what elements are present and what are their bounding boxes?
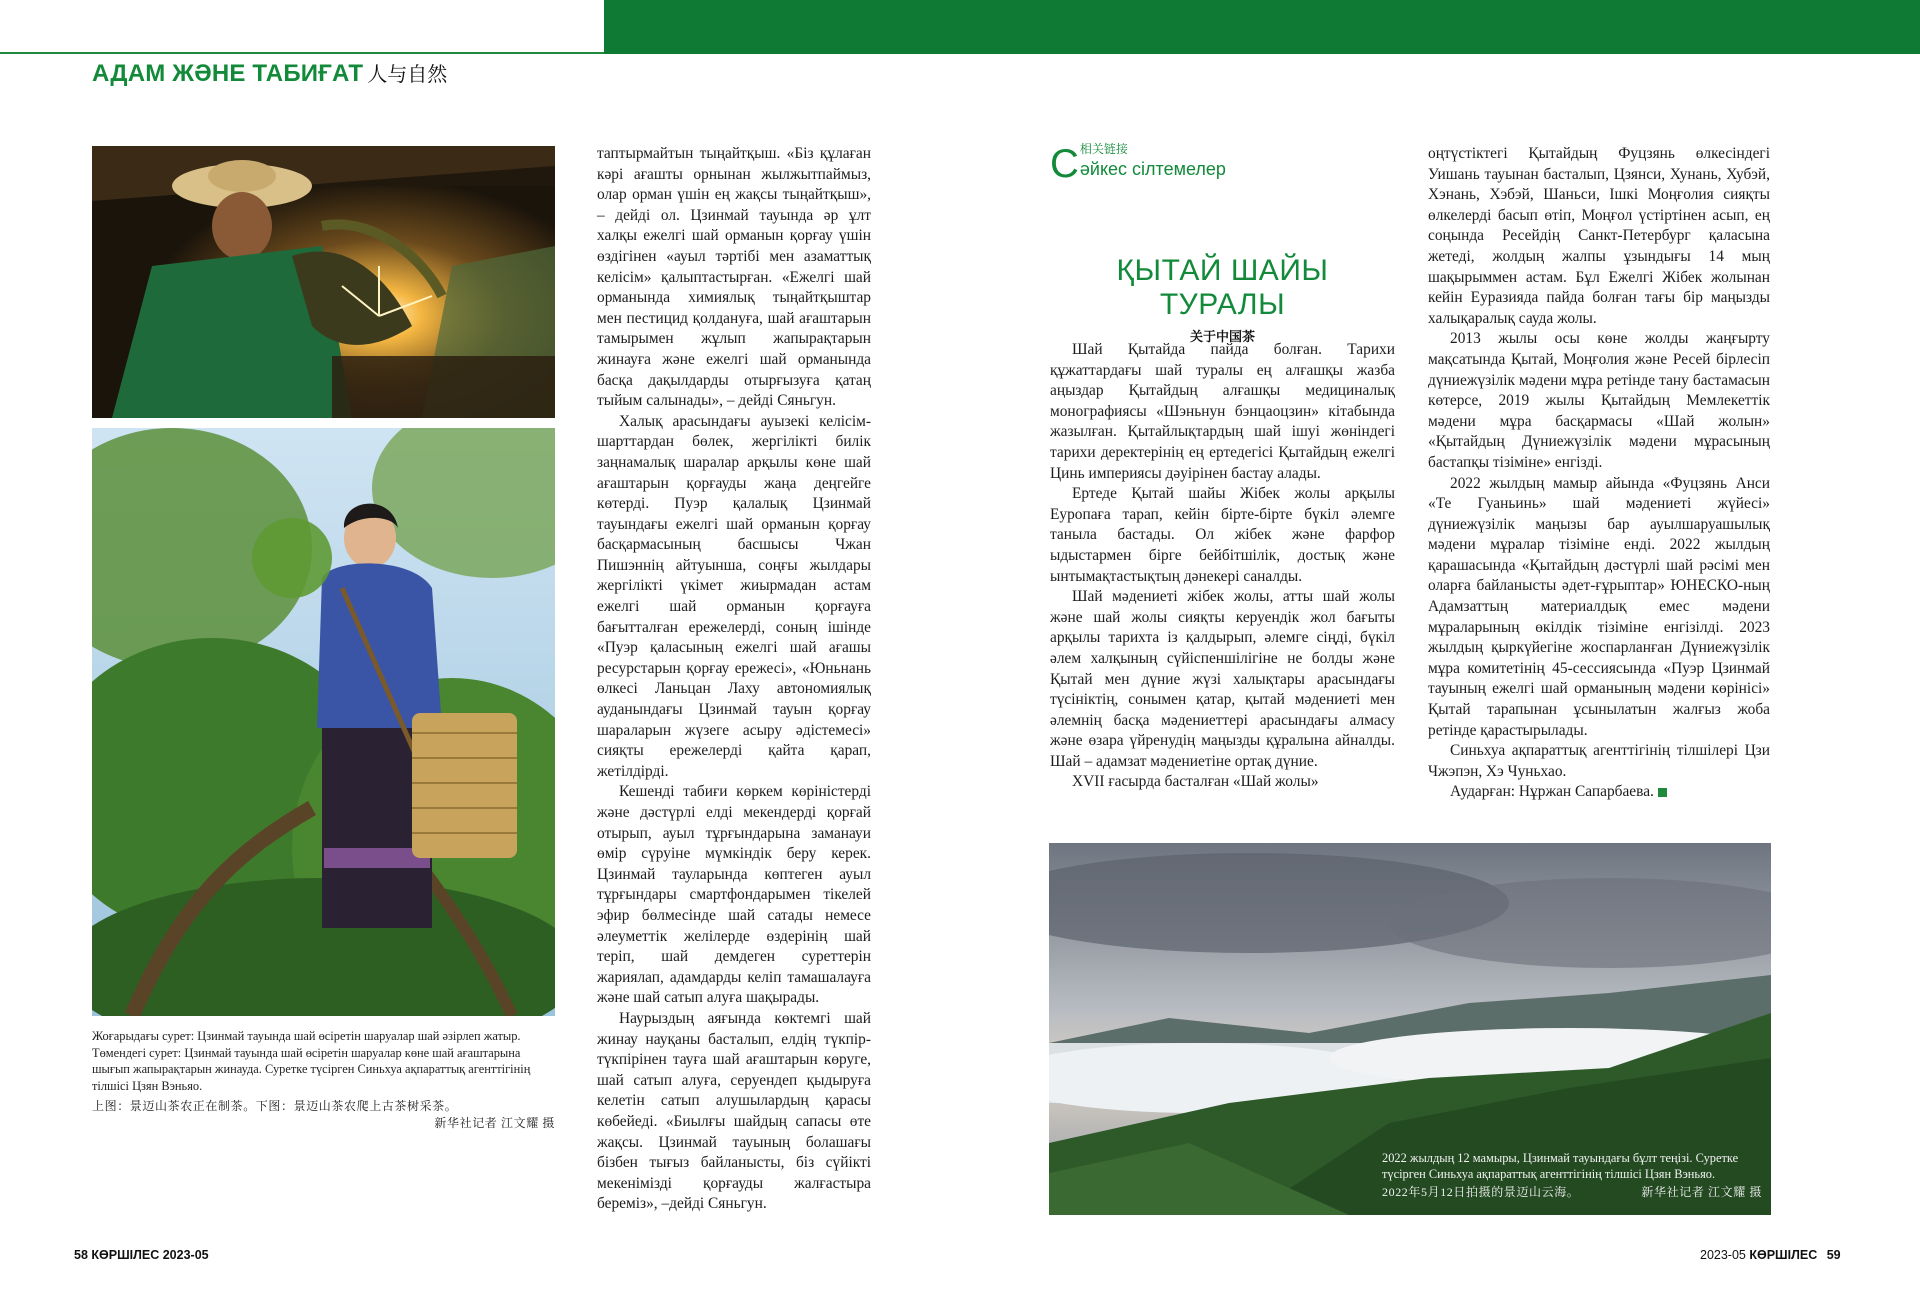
related-zh: 相关链接 bbox=[1079, 142, 1128, 156]
section-title-kk: АДАМ ЖӘНЕ ТАБИҒАТ bbox=[92, 60, 364, 87]
paragraph: Ертеде Қытай шайы Жібек жолы арқылы Еуропаға тарап, кейін бірте-бірте бүкіл әлемге таныла бастады. Ол жібек және фарфор ыдыстармен бірге бейбітшілік, достық және ынтымақтастықтың дәнекері саналды. bbox=[1050, 485, 1395, 585]
caption-top-kk: Жоғарыдағы сурет: Цзинмай тауында шай өсіретін шаруалар шай әзірлеп жатыр. bbox=[92, 1029, 521, 1043]
related-kk-rest: әйкес сілтемелер bbox=[1079, 159, 1226, 179]
issue-right: 2023-05 bbox=[1700, 1248, 1746, 1262]
fog-caption-credit: 新华社记者 江文耀 摄 bbox=[1641, 1185, 1762, 1199]
caption-credit-zh: 新华社记者 江文耀 摄 bbox=[434, 1115, 555, 1130]
magazine-right: КӨРШІЛЕС bbox=[1749, 1248, 1818, 1262]
page-number-left: 58 bbox=[74, 1248, 88, 1262]
paragraph: Синьхуа ақпараттық агенттігінің тілшілері Цзи Чжэпэн, Хэ Чуньхао. bbox=[1428, 742, 1770, 780]
fog-caption-zh: 2022年5月12日拍摄的景迈山云海。 bbox=[1382, 1185, 1580, 1199]
header-green-bar bbox=[604, 0, 1920, 54]
article-title-kk: ҚЫТАЙ ШАЙЫ ТУРАЛЫ bbox=[1116, 254, 1329, 321]
paragraph: Шай Қытайда пайда болған. Тарихи құжаттардағы шай туралы ең алғашқы жазба аңыздар Қытайдың алғашқы медициналық монографиясы «Шэньнун бэнцаоцзин» кітабында жазылған. Қытайлықтардың шай ішуі жөніндегі тарихи деректерінің ең ертедегісі Қытайдың ежелгі Цинь империясы дәуірінен бастау алады. bbox=[1050, 341, 1395, 482]
related-big-letter: С bbox=[1050, 142, 1079, 186]
translator-line bbox=[1428, 782, 1770, 803]
article-column-right bbox=[1428, 144, 1770, 803]
footer-left bbox=[74, 1248, 209, 1262]
photo-tea-picking bbox=[92, 428, 555, 1016]
caption-zh: 上图：景迈山茶农正在制茶。下图：景迈山茶农爬上古茶树采茶。 bbox=[92, 1099, 458, 1114]
translator-text: Аударған: Нұржан Сапарбаева. bbox=[1450, 783, 1654, 801]
article-title bbox=[1050, 254, 1395, 345]
page-number-right: 59 bbox=[1826, 1248, 1841, 1262]
paragraph: Шай мәдениеті жібек жолы, атты шай жолы және шай жолы сияқты керуендік жол бағыты арқылы тарихта із қалдырып, әлемге сіңді, бүкіл әлем халқының сүйіспеншілігіне не болды және Қытай мен дүние жүзі халықтары арасындағы түсініктің, сонымен қатар, қытай мәдениеті мен әлемнің басқа мәдениеттері арасындағы алмасу және өзара үйренудің маңызды құралына айналды. Шай – адамзат мәдениетіне ортақ дүние. bbox=[1050, 588, 1395, 770]
photo-tea-processing bbox=[92, 146, 555, 418]
paragraph: оңтүстіктегі Қытайдың Фуцзянь өлкесіндегі Уишань тауынан басталып, Цзянси, Хунань, Хубэй, Хэнань, Хэбэй, Шаньси, Ішкі Моңғолия сияқты өлкелерді басып өтіп, Моңғол үстіртінен асып, ең соңында Ресейдің Санкт-Петербург қаласына жетеді, жолдың жалпы ұзындығы 14 мың шақырыммен астам. Бұл Ежелгі Жібек жолынан кейін Еуразияда пайда болған тағы бір маңызды халықаралық сауда жолы. bbox=[1428, 145, 1770, 327]
photo-captions bbox=[92, 1028, 555, 1132]
footer-right bbox=[1700, 1248, 1841, 1262]
fog-photo-caption bbox=[1382, 1150, 1762, 1200]
paragraph: Наурыздың аяғында көктемгі шай жинау науқаны басталып, елдің түкпір-түкпірінен тауға шай ағаштарын көруге, шай сатып алуға, серуендеп қыдыруға келетін сатып алушылардың қарасы көбейеді. «Биылғы шайдың сапасы өте жақсы. Цзинмай тауының болашағы бізбен тығыз байланысты, біз сүйікті мекенімізді қорғауды жалғастыра береміз», –дейді Сяньгун. bbox=[597, 1009, 871, 1213]
paragraph: Кешенді табиғи көркем көріністерді және дәстүрлі елді мекендерді қорғай отырып, ауыл тұрғындарына заманауи өмір сүруіне мүмкіндік беру керек. Цзинмай тауларында көптеген ауыл тұрғындары смартфондарымен тікелей эфир бөлмесінде шай сатады немесе әлеуметтік желілерде өздерінің шай теріп, шай демдеген суреттерін жариялап, адамдарды келіп тамашалауға және шай сатып алуға шақырады. bbox=[597, 783, 871, 1007]
magazine-left: КӨРШІЛЕС 2023-05 bbox=[91, 1248, 209, 1262]
fog-caption-kk: 2022 жылдың 12 мамыры, Цзинмай тауындағы бұлт теңізі. Суретке түсірген Синьхуа ақпараттық агенттігінің тілшісі Цзян Вэньяо. bbox=[1382, 1151, 1739, 1181]
paragraph: 2013 жылы осы көне жолды жаңғырту мақсатында Қытай, Моңғолия және Ресей бірлесіп дүниежүзілік мәдени мұра ретінде тану бастамасын көтерсе, 2019 жылы Қытайдың Мемлекеттік мәдени мұра басқармасы «Шай жолын» «Қытайдың Дүниежүзілік мәдени мұрасының бастапқы тізіміне» енгізді. bbox=[1428, 330, 1770, 471]
paragraph: XVII ғасырда басталған «Шай жолы» bbox=[1072, 773, 1319, 791]
paragraph: таптырмайтын тыңайтқыш. «Біз құлаған кәрі ағашты орнынан жылжытпаймыз, олар орман үшін ең жақсы тыңайтқыш», – дейді ол. Цзинмай тауында әр ұлт халқы ежелгі шай орманын қорғау үшін өздігінен «ауыл тәртібі мен азаматтық келісім» қалыптастырған. «Ежелгі шай орманында химиялық тыңайтқыштар мен пестицид қолдануға, шай ағаштарын тамырымен жұлып жапырақтарын жинауға және ежелгі шай орманында басқа дақылдарды отырғызуға қатаң тыйым салынады», – дейді Сяньгун. bbox=[597, 145, 871, 410]
caption-bottom-kk: Төмендегі сурет: Цзинмай тауында шай өсіретін шаруалар көне шай ағаштарына шығып жапырақтарын жинауда. Суретке түсірген Синьхуа ақпараттық агенттігінің тілшісі Цзян Вэньяо. bbox=[92, 1045, 531, 1093]
paragraph: 2022 жылдың мамыр айында «Фуцзянь Анси «Те Гуаньинь» шай мәдениеті жүйесі» дүниежүзілік маңызы бар ауылшаруашылық мәдени мұралар тізіміне енді. 2022 жылдың қарашасында «Қытайдың дәстүрлі шай рәсімі мен оларға байланысты әдет-ғұрыптар» ЮНЕСКО-ның Адамзаттың материалдық емес мәдени мұраларының өкілдік тізіміне енгізілді. 2023 жылдың қыркүйегіне жоспарланған Дүниежүзілік мұра комитетінің 45-сессиясында «Пуэр Цзинмай тауының ежелгі шай орманының мәдени көрінісі» Қытай тарапынан ұсынылатын жалғыз жоба ретінде қарастырылады. bbox=[1428, 474, 1770, 739]
section-title-zh: 人与自然 bbox=[367, 64, 448, 86]
paragraph: Халық арасындағы ауызекі келісім-шарттардан бөлек, жергілікті билік заңнамалық шаралар арқылы көне шай ағаштарын қорғауды жаңа деңгейге көтерді. Пуэр қалалық Цзинмай тауындағы ежелгі шай орманын қорғау басқармасының басшысы Чжан Пишэннің айтуынша, соңғы жылдары жергілікті үкімет жиырмадан астам ежелгі шай орманын қорғауға бағытталған ережелерді, соның ішінде «Пуэр қаласының ежелгі шай ағашы ресурстарын қорғау ережесі», «Юньнань өлкесі Ланьцан Лаху автономиялық ауданындағы Цзинмай тауын қорғау шараларын жүзеге асыру әдістемесі» сияқты ережелерді қайта қарап, жетілдірді. bbox=[597, 412, 871, 780]
article-column-left bbox=[597, 144, 871, 1215]
header-rule bbox=[0, 52, 604, 54]
article-title-zh: 关于中国茶 bbox=[1189, 329, 1255, 344]
article-column-middle bbox=[1050, 340, 1395, 793]
section-title bbox=[92, 58, 447, 92]
end-mark bbox=[1658, 788, 1667, 797]
related-links-heading bbox=[1050, 140, 1226, 184]
